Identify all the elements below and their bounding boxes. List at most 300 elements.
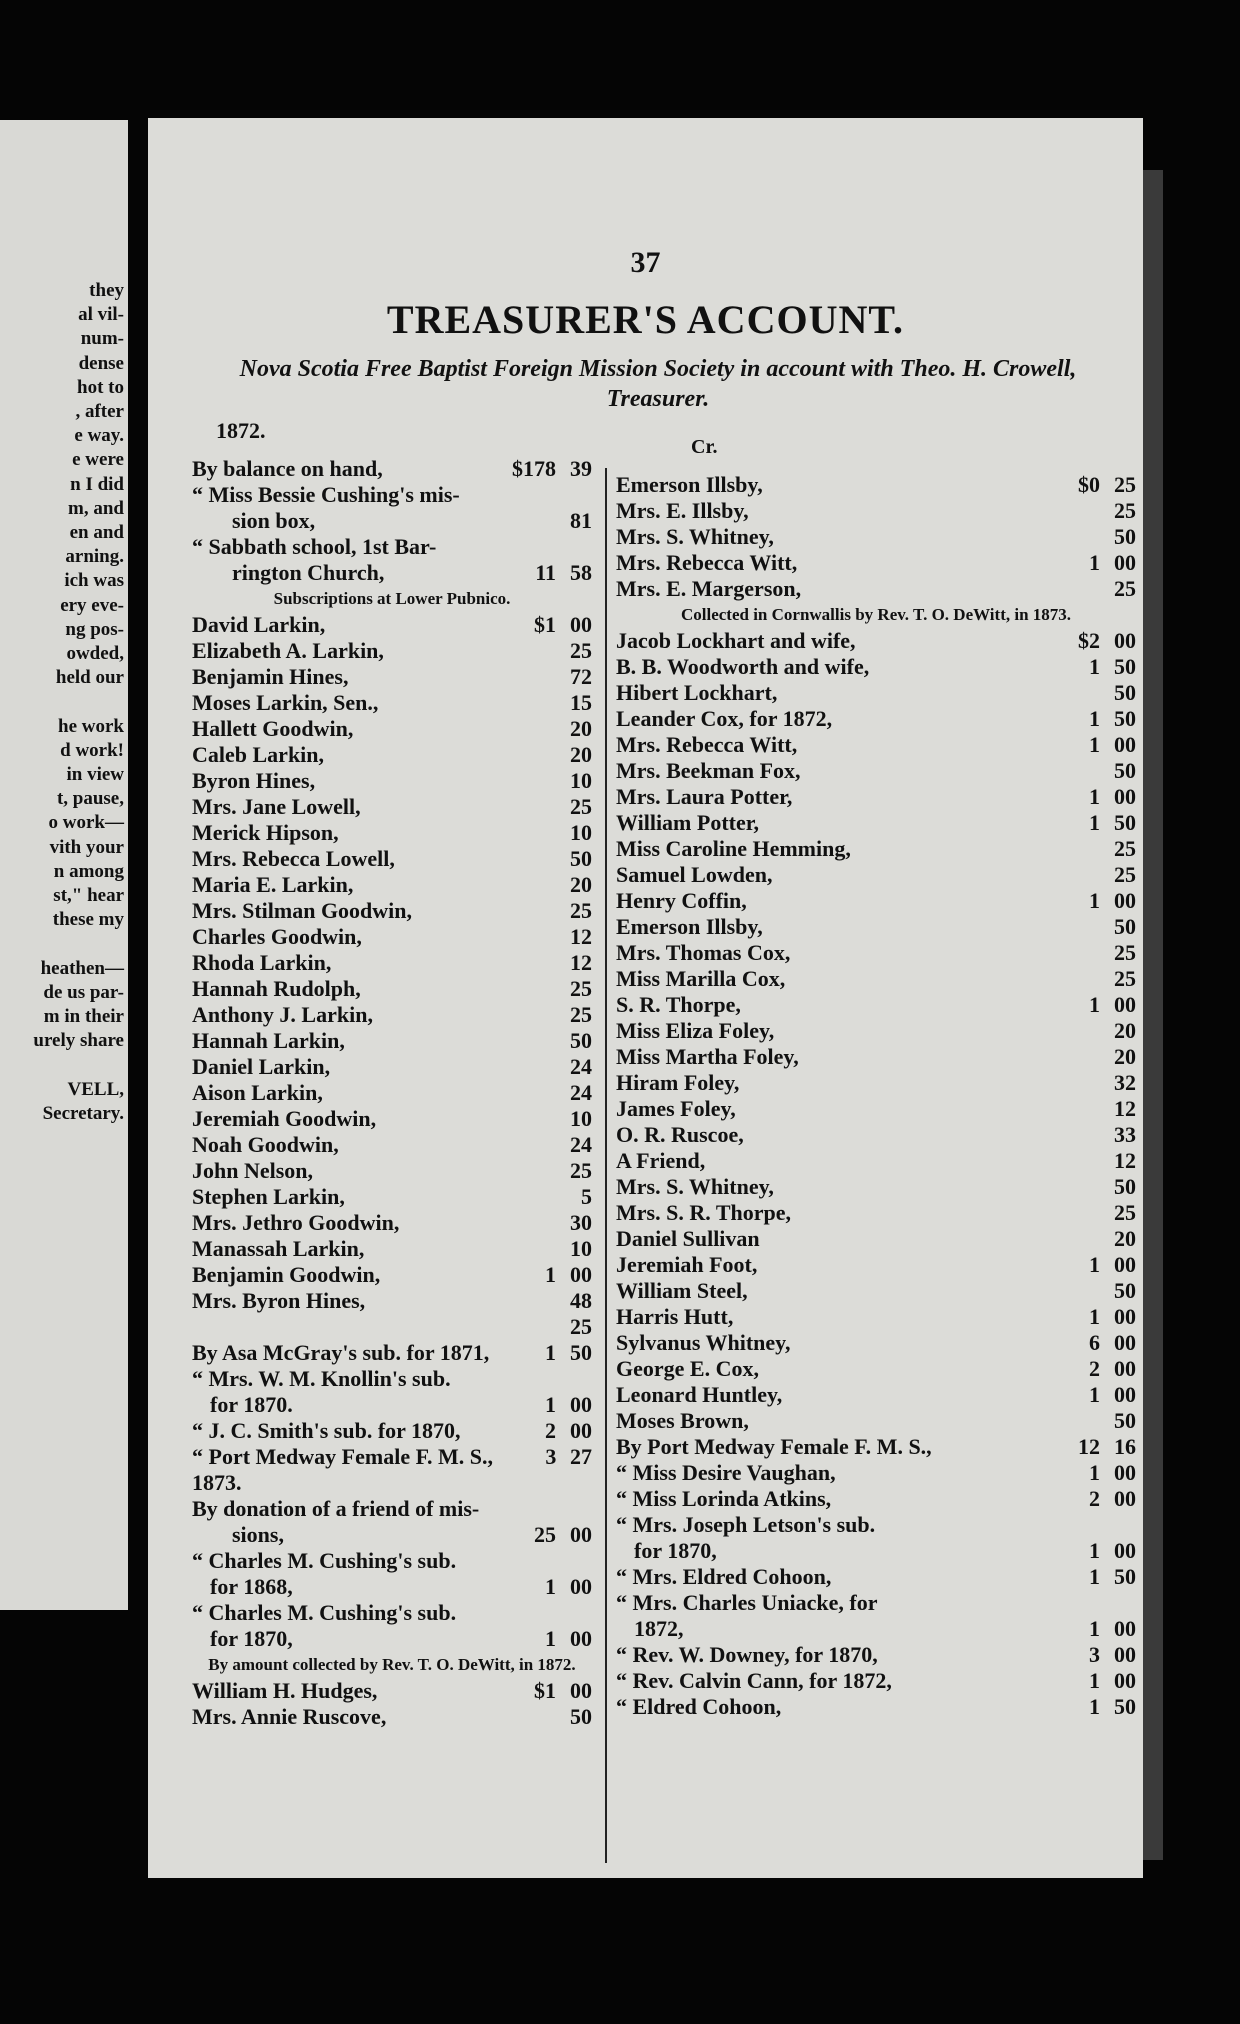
entry-label: Miss Marilla Cox, — [616, 966, 786, 991]
entry-cents: 24 — [570, 1054, 592, 1079]
ledger-entry — [616, 654, 1136, 680]
ledger-entry — [192, 1470, 592, 1496]
entry-label: Mrs. E. Illsby, — [616, 498, 749, 523]
ledger-entry — [192, 1340, 592, 1366]
ledger-entry — [616, 680, 1136, 706]
entry-cents: 20 — [1114, 1018, 1136, 1043]
ledger-entry — [616, 1122, 1136, 1148]
entry-label: S. R. Thorpe, — [616, 992, 741, 1017]
year-label: 1872. — [216, 418, 266, 443]
entry-label: “ Miss Desire Vaughan, — [616, 1460, 836, 1485]
entry-label: Miss Martha Foley, — [616, 1044, 799, 1069]
entry-label: A Friend, — [616, 1148, 706, 1173]
ledger-entry — [616, 1044, 1136, 1070]
entry-label: Mrs. Rebecca Witt, — [616, 732, 798, 757]
ledger-entry — [192, 612, 592, 638]
entry-dollars: 1 — [545, 1392, 556, 1417]
page-edge — [1143, 170, 1163, 1860]
entry-label: Mrs. Rebecca Witt, — [616, 550, 798, 575]
ledger-entry — [616, 836, 1136, 862]
entry-cents: 24 — [570, 1080, 592, 1105]
ledger-entry — [192, 1236, 592, 1262]
entry-cents: 25 — [570, 898, 592, 923]
entry-cents: 00 — [1114, 1642, 1136, 1667]
ledger-entry — [192, 560, 592, 586]
facing-page-line: ich was — [64, 570, 124, 592]
entry-label: Noah Goodwin, — [192, 1132, 339, 1157]
facing-page-line: d work! — [60, 739, 124, 761]
entry-label: Samuel Lowden, — [616, 862, 773, 887]
entry-label: sions, — [232, 1522, 284, 1547]
entry-cents: 81 — [570, 508, 592, 533]
ledger-entry — [616, 784, 1136, 810]
facing-page-line: ery eve- — [60, 594, 124, 616]
entry-cents: 10 — [570, 1236, 592, 1261]
entry-cents: 00 — [1114, 732, 1136, 757]
entry-dollars: $1 — [534, 1678, 556, 1703]
ledger-entry — [192, 1626, 592, 1652]
ledger-entry — [192, 1392, 592, 1418]
entry-cents: 50 — [1114, 758, 1136, 783]
ledger-entry — [616, 1434, 1136, 1460]
facing-page-line: m in their — [43, 1006, 124, 1027]
entry-cents: 50 — [570, 1340, 592, 1365]
ledger-entry — [192, 1262, 592, 1288]
entry-label: Moses Larkin, Sen., — [192, 690, 379, 715]
facing-page-line: num- — [80, 328, 124, 350]
facing-page-line: vith your — [49, 836, 124, 858]
entry-cents: 48 — [570, 1288, 592, 1313]
entry-cents: 00 — [570, 612, 592, 637]
ledger-entry — [616, 1304, 1136, 1330]
ledger-entry — [192, 1678, 592, 1704]
ledger-entry — [616, 914, 1136, 940]
entry-cents: 50 — [570, 846, 592, 871]
entry-cents: 25 — [1114, 940, 1136, 965]
entry-cents: 50 — [570, 1028, 592, 1053]
ledger-entry — [192, 1600, 592, 1626]
ledger-entry — [616, 1382, 1136, 1408]
ledger-entry — [616, 1408, 1136, 1434]
entry-cents: 58 — [570, 560, 592, 585]
entry-cents: 50 — [1114, 1174, 1136, 1199]
facing-page-line: VELL, — [67, 1078, 124, 1100]
entry-label: By Port Medway Female F. M. S., — [616, 1434, 932, 1459]
entry-cents: 10 — [570, 820, 592, 845]
ledger-entry — [616, 1564, 1136, 1590]
ledger-entry — [616, 1590, 1136, 1616]
entry-label: Moses Brown, — [616, 1408, 749, 1433]
entry-dollars: 1 — [1089, 888, 1100, 913]
ledger-entry — [192, 1314, 592, 1340]
entry-cents: 50 — [1114, 1564, 1136, 1589]
entry-dollars: 11 — [535, 560, 556, 585]
entry-cents: 25 — [570, 794, 592, 819]
entry-cents: 25 — [1114, 498, 1136, 523]
facing-page-line: they — [89, 280, 124, 301]
facing-page-line: Secretary. — [42, 1102, 124, 1124]
entry-cents: 32 — [1114, 1070, 1136, 1095]
entry-dollars: 1 — [1089, 1252, 1100, 1277]
entry-label: Henry Coffin, — [616, 888, 747, 913]
ledger-entry — [616, 550, 1136, 576]
entry-cents: 10 — [570, 1106, 592, 1131]
entry-dollars: 1 — [545, 1574, 556, 1599]
entry-dollars: 2 — [1089, 1356, 1100, 1381]
ledger-entry — [616, 1538, 1136, 1564]
entry-dollars: 25 — [534, 1522, 556, 1547]
entry-label: Mrs. Thomas Cox, — [616, 940, 791, 965]
entry-label: O. R. Ruscoe, — [616, 1122, 744, 1147]
ledger-entry — [192, 872, 592, 898]
ledger-entry — [192, 1522, 592, 1548]
page-number: 37 — [630, 246, 661, 279]
entry-label: Manassah Larkin, — [192, 1236, 365, 1261]
entry-label: Mrs. Jethro Goodwin, — [192, 1210, 400, 1235]
ledger-entry — [192, 482, 592, 508]
entry-cents: 00 — [570, 1418, 592, 1443]
entry-cents: 00 — [1114, 1538, 1136, 1563]
entry-dollars: 1 — [1089, 810, 1100, 835]
entry-dollars: 1 — [1089, 732, 1100, 757]
entry-label: Charles Goodwin, — [192, 924, 362, 949]
entry-cents: 00 — [1114, 550, 1136, 575]
ledger-entry — [616, 1096, 1136, 1122]
ledger-entry — [616, 1642, 1136, 1668]
entry-label: Hannah Larkin, — [192, 1028, 345, 1053]
entry-label: Elizabeth A. Larkin, — [192, 638, 384, 663]
entry-label: Mrs. Byron Hines, — [192, 1288, 366, 1313]
entry-cents: 25 — [1114, 966, 1136, 991]
entry-dollars: 1 — [1089, 654, 1100, 679]
entry-cents: 50 — [1114, 914, 1136, 939]
facing-page-line: en and — [69, 522, 124, 543]
entry-label: Aison Larkin, — [192, 1080, 323, 1105]
ledger-entry — [616, 1486, 1136, 1512]
page-title: TREASURER'S ACCOUNT. — [386, 297, 905, 342]
entry-cents: 25 — [570, 1314, 592, 1339]
entry-label: William H. Hudges, — [192, 1678, 378, 1703]
entry-label: Merick Hipson, — [192, 820, 339, 845]
entry-cents: 12 — [1114, 1148, 1136, 1173]
entry-dollars: 12 — [1078, 1434, 1100, 1459]
entry-label: Hibert Lockhart, — [616, 680, 778, 705]
facing-page-line: held our — [55, 667, 124, 689]
ledger-entry — [192, 1366, 592, 1392]
ledger-entry — [616, 1616, 1136, 1642]
facing-page-line: n I did — [70, 473, 124, 495]
entry-label: Jeremiah Goodwin, — [192, 1106, 377, 1131]
entry-cents: 50 — [1114, 1278, 1136, 1303]
right-ledger-column — [616, 472, 1136, 1720]
entry-label: “ Rev. Calvin Cann, for 1872, — [616, 1668, 892, 1693]
entry-cents: 50 — [1114, 706, 1136, 731]
entry-dollars: 3 — [545, 1444, 557, 1469]
ledger-entry — [192, 1496, 592, 1522]
entry-label: By donation of a friend of mis- — [192, 1496, 480, 1521]
entry-dollars: 2 — [1089, 1486, 1100, 1511]
ledger-entry — [616, 810, 1136, 836]
ledger-entry — [616, 1330, 1136, 1356]
entry-dollars: 1 — [1089, 1668, 1100, 1693]
entry-label: John Nelson, — [192, 1158, 314, 1183]
ledger-entry — [616, 1148, 1136, 1174]
entry-label: “ Miss Lorinda Atkins, — [616, 1486, 832, 1511]
ledger-entry — [192, 1080, 592, 1106]
entry-label: Jeremiah Foot, — [616, 1252, 758, 1277]
entry-label: By balance on hand, — [192, 456, 383, 481]
facing-page-line: de us par- — [43, 981, 124, 1003]
entry-cents: 25 — [1114, 472, 1136, 497]
ledger-entry — [192, 898, 592, 924]
entry-label: By Asa McGray's sub. for 1871, — [192, 1340, 490, 1365]
entry-label: Mrs. Rebecca Lowell, — [192, 846, 395, 871]
entry-label: Daniel Sullivan — [616, 1226, 760, 1251]
section-heading: Collected in Cornwallis by Rev. T. O. DeWitt, in 1873. — [680, 605, 1072, 624]
entry-cents: 16 — [1114, 1434, 1136, 1459]
ledger-entry — [616, 966, 1136, 992]
entry-label: Daniel Larkin, — [192, 1054, 331, 1079]
entry-dollars: 1 — [545, 1626, 556, 1651]
entry-cents: 25 — [1114, 576, 1136, 601]
entry-dollars: 1 — [1089, 1616, 1100, 1641]
entry-label: for 1870, — [210, 1626, 293, 1651]
entry-cents: 00 — [1114, 1460, 1136, 1485]
ledger-entry — [192, 508, 592, 534]
entry-dollars: 1 — [1089, 1564, 1100, 1589]
entry-cents: 25 — [1114, 836, 1136, 861]
column-divider — [605, 468, 607, 1863]
ledger-entry — [192, 1028, 592, 1054]
entry-label: Emerson Illsby, — [616, 914, 763, 939]
ledger-entry — [616, 1070, 1136, 1096]
left-ledger-column — [192, 456, 592, 1730]
facing-page-line: in view — [66, 764, 124, 785]
entry-dollars: 1 — [1089, 706, 1100, 731]
ledger-entry — [192, 638, 592, 664]
entry-cents: 25 — [1114, 1200, 1136, 1225]
entry-label: Miss Eliza Foley, — [616, 1018, 775, 1043]
ledger-entry — [192, 1574, 592, 1600]
entry-label: 1872, — [634, 1616, 684, 1641]
entry-label: sion box, — [232, 508, 316, 533]
ledger-entry — [192, 1106, 592, 1132]
entry-label: Mrs. Jane Lowell, — [192, 794, 361, 819]
entry-cents: 50 — [1114, 810, 1136, 835]
ledger-entry — [192, 1132, 592, 1158]
ledger-entry — [616, 472, 1136, 498]
ledger-entry — [616, 940, 1136, 966]
facing-page-line: t, pause, — [56, 788, 124, 810]
entry-dollars: 3 — [1089, 1642, 1100, 1667]
ledger-entry — [616, 628, 1136, 654]
ledger-entry — [616, 992, 1136, 1018]
ledger-entry — [192, 1418, 592, 1444]
ledger-entry — [616, 1668, 1136, 1694]
ledger-entry — [192, 1002, 592, 1028]
ledger-entry — [192, 1548, 592, 1574]
entry-label: 1873. — [192, 1470, 242, 1495]
entry-cents: 5 — [581, 1184, 592, 1209]
entry-cents: 12 — [1114, 1096, 1136, 1121]
entry-label: Mrs. S. R. Thorpe, — [616, 1200, 791, 1225]
ledger-entry — [192, 1184, 592, 1210]
entry-label: “ Mrs. W. M. Knollin's sub. — [192, 1366, 451, 1391]
entry-cents: 50 — [1114, 1408, 1136, 1433]
entry-label: Maria E. Larkin, — [192, 872, 354, 897]
ledger-entry — [616, 862, 1136, 888]
ledger-entry — [616, 1460, 1136, 1486]
entry-label: Mrs. E. Margerson, — [616, 576, 802, 601]
entry-cents: 30 — [570, 1210, 592, 1235]
facing-page-line: , after — [75, 401, 124, 422]
entry-label: for 1868, — [210, 1574, 293, 1599]
ledger-entry — [192, 1704, 592, 1730]
entry-cents: 00 — [1114, 1330, 1136, 1355]
entry-cents: 00 — [1114, 1616, 1136, 1641]
ledger-entry — [192, 1158, 592, 1184]
ledger-page — [148, 118, 1143, 1878]
entry-label: Hannah Rudolph, — [192, 976, 361, 1001]
ledger-entry — [616, 576, 1136, 602]
facing-page-line: dense — [78, 352, 124, 374]
ledger-entry — [192, 1444, 592, 1470]
entry-dollars: 1 — [545, 1340, 556, 1365]
credit-label: Cr. — [691, 436, 718, 458]
entry-cents: 00 — [570, 1522, 592, 1547]
entry-cents: 25 — [1114, 862, 1136, 887]
facing-page-line: urely share — [33, 1030, 124, 1052]
entry-label: Hallett Goodwin, — [192, 716, 354, 741]
entry-label: Byron Hines, — [192, 768, 316, 793]
entry-label: Mrs. Stilman Goodwin, — [192, 898, 413, 923]
entry-label: Mrs. Beekman Fox, — [616, 758, 801, 783]
entry-cents: 20 — [570, 872, 592, 897]
entry-cents: 00 — [1114, 784, 1136, 809]
entry-dollars: 6 — [1089, 1330, 1100, 1355]
entry-cents: 12 — [570, 924, 592, 949]
entry-label: Sylvanus Whitney, — [616, 1330, 791, 1355]
entry-label: “ Sabbath school, 1st Bar- — [192, 534, 437, 559]
facing-page-line: e were — [72, 449, 124, 471]
entry-dollars: 2 — [545, 1418, 556, 1443]
ledger-entry — [616, 732, 1136, 758]
entry-cents: 50 — [1114, 680, 1136, 705]
entry-cents: 15 — [570, 690, 592, 715]
entry-label: for 1870, — [634, 1538, 717, 1563]
ledger-entry — [192, 742, 592, 768]
entry-label: Anthony J. Larkin, — [192, 1002, 373, 1027]
ledger-entry — [192, 950, 592, 976]
entry-dollars: 1 — [1089, 550, 1100, 575]
ledger-entry — [192, 976, 592, 1002]
entry-cents: 00 — [1114, 1356, 1136, 1381]
entry-cents: 00 — [1114, 1486, 1136, 1511]
facing-page-line: m, and — [68, 497, 124, 519]
entry-label: Harris Hutt, — [616, 1304, 734, 1329]
entry-dollars: $178 — [512, 456, 556, 481]
entry-label: Hiram Foley, — [616, 1070, 740, 1095]
entry-cents: 25 — [570, 1002, 592, 1027]
entry-label: Rhoda Larkin, — [192, 950, 332, 975]
entry-cents: 12 — [570, 950, 592, 975]
page-subtitle: Nova Scotia Free Baptist Foreign Mission Society in account with Theo. H. Crowell, Treasurer. — [239, 356, 1077, 412]
entry-label: Jacob Lockhart and wife, — [616, 628, 856, 653]
entry-cents: 00 — [1114, 1382, 1136, 1407]
ledger-entry — [616, 758, 1136, 784]
ledger-entry — [616, 1694, 1136, 1720]
entry-cents: 33 — [1114, 1122, 1136, 1147]
ledger-entry — [192, 794, 592, 820]
entry-label: William Steel, — [616, 1278, 748, 1303]
entry-dollars: 1 — [1089, 784, 1100, 809]
facing-page-line: al vil- — [78, 304, 124, 326]
ledger-entry — [192, 1054, 592, 1080]
section-heading: Subscriptions at Lower Pubnico. — [273, 589, 511, 608]
entry-cents: 00 — [570, 1678, 592, 1703]
entry-dollars: 1 — [545, 1262, 556, 1287]
entry-label: “ Charles M. Cushing's sub. — [192, 1548, 457, 1573]
facing-page-line: e way. — [74, 425, 124, 447]
entry-label: Miss Caroline Hemming, — [616, 836, 851, 861]
entry-label: “ Mrs. Charles Uniacke, for — [616, 1590, 878, 1615]
entry-label: William Potter, — [616, 810, 759, 835]
ledger-entry — [616, 1252, 1136, 1278]
entry-label: Leander Cox, for 1872, — [616, 706, 833, 731]
ledger-entry — [616, 1226, 1136, 1252]
entry-cents: 20 — [570, 742, 592, 767]
entry-dollars: 1 — [1089, 992, 1100, 1017]
ledger-entry — [616, 524, 1136, 550]
entry-label: Benjamin Goodwin, — [192, 1262, 381, 1287]
entry-label: Leonard Huntley, — [616, 1382, 783, 1407]
entry-dollars: 1 — [1089, 1460, 1100, 1485]
entry-label: “ Eldred Cohoon, — [616, 1694, 782, 1719]
entry-label: George E. Cox, — [616, 1356, 759, 1381]
entry-label: “ Port Medway Female F. M. S., — [192, 1444, 494, 1469]
entry-label: David Larkin, — [192, 612, 326, 637]
ledger-entry — [616, 498, 1136, 524]
ledger-entry — [192, 690, 592, 716]
entry-label: Mrs. S. Whitney, — [616, 524, 774, 549]
entry-label: Mrs. Annie Ruscove, — [192, 1704, 387, 1729]
facing-page-line: he work — [58, 715, 124, 737]
entry-cents: 20 — [1114, 1044, 1136, 1069]
entry-label: “ Mrs. Joseph Letson's sub. — [616, 1512, 876, 1537]
entry-label: James Foley, — [616, 1096, 736, 1121]
ledger-entry — [616, 1278, 1136, 1304]
ledger-entry — [192, 768, 592, 794]
entry-cents: 10 — [570, 768, 592, 793]
entry-cents: 39 — [570, 456, 592, 481]
entry-dollars: $2 — [1078, 628, 1100, 653]
facing-page-line: heathen— — [40, 957, 124, 979]
entry-dollars: $0 — [1078, 472, 1100, 497]
entry-cents: 20 — [570, 716, 592, 741]
facing-page-line: ng pos- — [65, 618, 124, 640]
entry-cents: 00 — [570, 1392, 592, 1417]
entry-label: “ Rev. W. Downey, for 1870, — [616, 1642, 878, 1667]
entry-label: “ J. C. Smith's sub. for 1870, — [192, 1418, 461, 1443]
entry-cents: 00 — [1114, 1252, 1136, 1277]
entry-label: “ Miss Bessie Cushing's mis- — [192, 482, 460, 507]
entry-cents: 50 — [1114, 1694, 1136, 1719]
entry-cents: 25 — [570, 976, 592, 1001]
ledger-entry — [192, 846, 592, 872]
entry-label: B. B. Woodworth and wife, — [616, 654, 870, 679]
facing-page-line: n among — [53, 860, 124, 882]
entry-cents: 00 — [1114, 628, 1136, 653]
